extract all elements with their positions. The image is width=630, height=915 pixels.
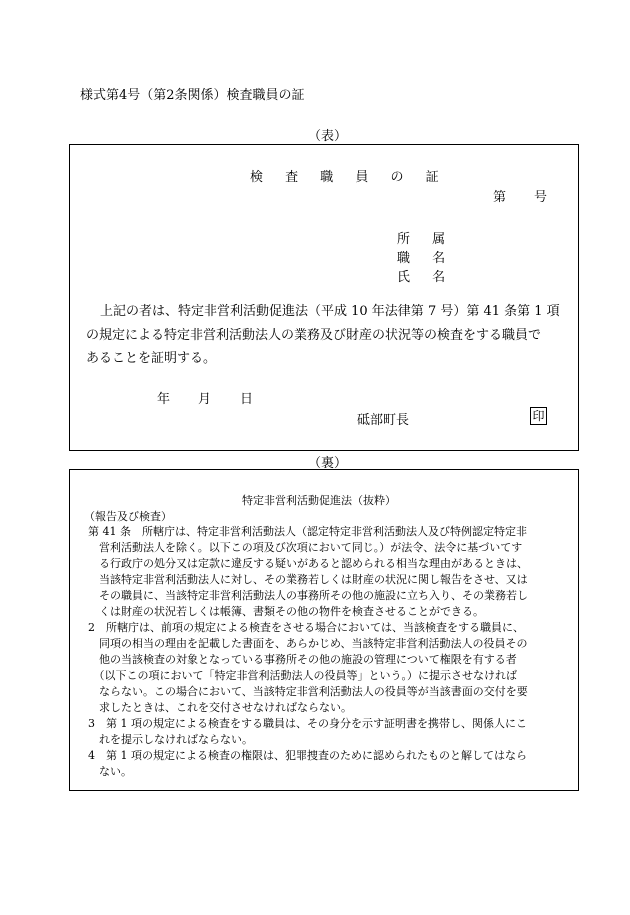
law-text-line: ならない。この場合において、当該特定非営利活動法人の役員等が当該書面の交付を要 xyxy=(88,685,528,698)
law-text-line: 他の当該検査の対象となっている事務所その他の施設の管理について権限を有する者 xyxy=(88,653,517,666)
certificate-title: 検 査 職 員 の 証 xyxy=(250,170,448,185)
back-side-label: （裏） xyxy=(308,456,348,471)
affiliation-label: 所 属 xyxy=(397,232,455,247)
law-text-line: 4 第 1 項の規定による検査の権限は、犯罪捜査のために認められたものと解してはなら xyxy=(88,749,527,762)
seal-stamp: 印 xyxy=(530,407,547,425)
law-text-line: れを提示しなければならない。 xyxy=(88,733,253,746)
name-label: 氏 名 xyxy=(397,270,455,285)
law-text-line: 営利活動法人を除く。以下この項及び次項において同じ。）が法令、法令に基づいてす xyxy=(88,541,523,554)
law-text-line: 当該特定非営利活動法人に対し、その業務若しくは財産の状況に関し報告をさせ、又は xyxy=(88,573,528,586)
position-label: 職 名 xyxy=(397,251,455,266)
issuer-name: 砥部町長 xyxy=(357,413,410,428)
law-text-line: る行政庁の処分又は定款に違反する疑いがあると認められる相当な理由があるときは、 xyxy=(88,557,528,570)
law-text-line: 同項の相当の理由を記載した書面を、あらかじめ、当該特定非営利活動法人の役員その xyxy=(88,637,528,650)
number-no-label: 第 xyxy=(493,190,507,205)
number-go-label: 号 xyxy=(534,190,548,205)
law-text-line: その職員に、当該特定非営利活動法人の事務所その他の施設に立ち入り、その業務若し xyxy=(88,589,528,602)
law-text-line: くは財産の状況若しくは帳簿、書類その他の物件を検査させることができる。 xyxy=(88,605,484,618)
law-excerpt-caption: （報告及び検査） xyxy=(84,510,172,523)
certification-text-line: 上記の者は、特定非営利活動促進法（平成 10 年法律第 7 号）第 41 条第 1 項 xyxy=(100,304,560,319)
law-text-line: 第 41 条 所轄庁は、特定非営利活動法人（認定特定非営利活動法人及び特例認定特定非 xyxy=(88,525,527,538)
certification-text-line: あることを証明する。 xyxy=(86,351,217,366)
law-text-line: 求したときは、これを交付させなければならない。 xyxy=(88,701,352,714)
law-text-line: ない。 xyxy=(88,765,132,778)
law-text-line: 2 所轄庁は、前項の規定による検査をさせる場合においては、当該検査をする職員に、 xyxy=(88,621,524,634)
certification-text-line: の規定による特定非営利活動法人の業務及び財産の状況等の検査をする職員で xyxy=(86,328,542,343)
law-text-line: （以下この項において「特定非営利活動法人の役員等」という。）に提示させなければ xyxy=(88,669,517,682)
law-excerpt-title: 特定非営利活動促進法（抜粋） xyxy=(242,494,396,507)
date-day-label: 日 xyxy=(240,392,254,407)
date-month-label: 月 xyxy=(198,392,212,407)
document-title: 様式第4号（第2条関係）検査職員の証 xyxy=(80,88,305,103)
law-text-line: 3 第 1 項の規定による検査をする職員は、その身分を示す証明書を携帯し、関係人にこ xyxy=(88,717,527,730)
date-year-label: 年 xyxy=(157,392,171,407)
front-side-label: （表） xyxy=(308,129,348,144)
